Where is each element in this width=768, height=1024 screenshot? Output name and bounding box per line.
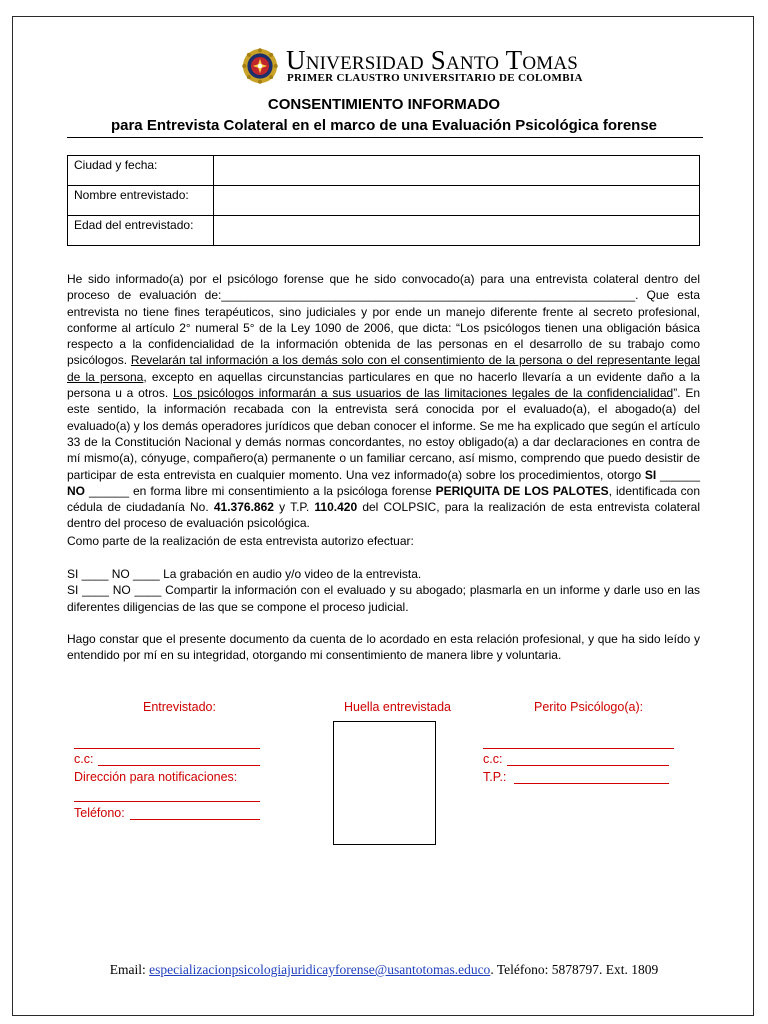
interviewee-signature-line[interactable] xyxy=(74,748,260,749)
footer-contact xyxy=(0,962,768,978)
tp-number: 110.420 xyxy=(314,500,358,515)
closing-statement: Hago constar que el presente documento da cuenta de lo acordado en esta relación profesional, y que ha sido leído y entendido por mí en su integridad, otorgando mi consentimiento de manera libre y voluntaria. xyxy=(67,632,700,663)
interviewee-age-field[interactable] xyxy=(214,216,700,246)
interviewee-age-label: Edad del entrevistado: xyxy=(68,216,214,246)
interviewee-name-label: Nombre entrevistado: xyxy=(68,186,214,216)
email-link[interactable]: especializacionpsicologiajuridicayforense@usantotomas.educo xyxy=(149,962,491,977)
consent-underline-2: Los psicólogos informarán a sus usuarios de las limitaciones legales de la confidencialidad xyxy=(173,386,674,401)
fingerprint-label: Huella entrevistada xyxy=(344,700,452,714)
phone-text: . Teléfono: 5878797. Ext. 1809 xyxy=(490,962,659,977)
psychologist-tp-line[interactable] xyxy=(514,783,669,784)
psychologist-name: PERIQUITA DE LOS PALOTES xyxy=(435,483,609,498)
cedula-number: 41.376.862 xyxy=(213,500,274,515)
consent-text-c: ”. En este sentido, la información recabada con la entrevista será conocida por el evaluado(a), el abogado(a) del evaluado(a) y los demás operadores jurídicos que deban conocer el informe. Se me ha explicado que según el artículo 33 de la Constitución Nacional y demás normas concordantes, no estoy obligado(a) a dar declaraciones en contra de mí mismo(a), cónyuge, compañero(a) permanente o un familiar cercano, así mismo, comprendo que puedo desistir de participar de esta entrevista en cualquier momento. Una vez informado(a) sobre los procedimientos, otorgo xyxy=(67,386,701,482)
authorization-intro: Como parte de la realización de esta entrevista autorizo efectuar: xyxy=(67,534,414,548)
no-label: NO xyxy=(67,483,85,498)
table-row xyxy=(68,156,700,186)
table-row xyxy=(68,216,700,246)
option-sharing[interactable]: SI ____ NO ____ Compartir la información con el evaluado y su abogado; plasmarla en un informe y darle uso en las diferentes diligencias de las que se compone el proceso judicial. xyxy=(67,583,700,614)
psychologist-cc-label: c.c: xyxy=(483,752,503,766)
authorization-options xyxy=(67,566,700,615)
interviewee-signature-label: Entrevistado: xyxy=(143,700,216,714)
consent-text-b: , excepto en aquellas circunstancias particulares en que no hacerlo llevaría a un evidente daño a la persona u a otros. xyxy=(67,369,700,401)
psychologist-cc-line[interactable] xyxy=(507,765,669,766)
email-label: Email: xyxy=(109,962,150,977)
city-date-label: Ciudad y fecha: xyxy=(68,156,214,186)
psychologist-signature-line[interactable] xyxy=(483,748,674,749)
consent-text-d: ______ en forma libre mi consentimiento a la psicóloga forense xyxy=(85,483,436,498)
address-label: Dirección para notificaciones: xyxy=(74,770,238,784)
table-row xyxy=(68,186,700,216)
psychologist-signature-label: Perito Psicólogo(a): xyxy=(534,700,644,714)
interviewee-cc-line[interactable] xyxy=(98,765,260,766)
si-label: SI xyxy=(644,467,657,482)
consent-text-f: y T.P. xyxy=(273,500,315,515)
option-recording[interactable]: SI ____ NO ____ La grabación en audio y/o video de la entrevista. xyxy=(67,567,422,581)
consent-text-a: He sido informado(a) por el psicólogo forense que he sido convocado(a) para una entrevista colateral dentro del proceso de evaluación de:______________________________________________________________. Que esta entrevista no tiene fines terapéuticos, sino judiciales y por ende un manejo diferente frente al secreto profesional, conforme al artículo 2° numeral 5° de la Ley 1090 de 2006, que dicta: “Los psicólogos tienen una obligación básica respecto a la confidencialidad de la información obtenida de las personas en el desarrollo de su trabajo como psicólogos. xyxy=(67,272,700,368)
document-title: CONSENTIMIENTO INFORMADO xyxy=(267,96,501,113)
consent-paragraph xyxy=(67,271,700,532)
interviewee-cc-label: c.c: xyxy=(74,752,94,766)
university-name: Universidad Santo Tomas xyxy=(286,45,579,75)
phone-label: Teléfono: xyxy=(74,806,125,820)
city-date-field[interactable] xyxy=(214,156,700,186)
fingerprint-box[interactable] xyxy=(333,721,436,845)
si-blank[interactable]: ______ xyxy=(656,467,700,482)
document-subtitle: para Entrevista Colateral en el marco de una Evaluación Psicológica forense xyxy=(110,117,658,134)
consent-text-e: , identificada con cédula de ciudadanía No. xyxy=(67,483,701,515)
consent-underline-1: Revelarán tal información a los demás solo con el consentimiento de la persona o del representante legal de la persona xyxy=(67,353,700,384)
address-line[interactable] xyxy=(74,801,260,802)
title-rule xyxy=(67,137,703,138)
info-table xyxy=(67,155,700,246)
phone-line[interactable] xyxy=(130,819,260,820)
university-seal-icon xyxy=(242,48,278,84)
university-subtitle: PRIMER CLAUSTRO UNIVERSITARIO DE COLOMBIA xyxy=(287,72,583,84)
psychologist-tp-label: T.P.: xyxy=(483,770,507,784)
consent-text-g: del COLPSIC, para la realización de esta entrevista colateral dentro del proceso de evaluación psicológica. xyxy=(67,500,700,531)
interviewee-name-field[interactable] xyxy=(214,186,700,216)
